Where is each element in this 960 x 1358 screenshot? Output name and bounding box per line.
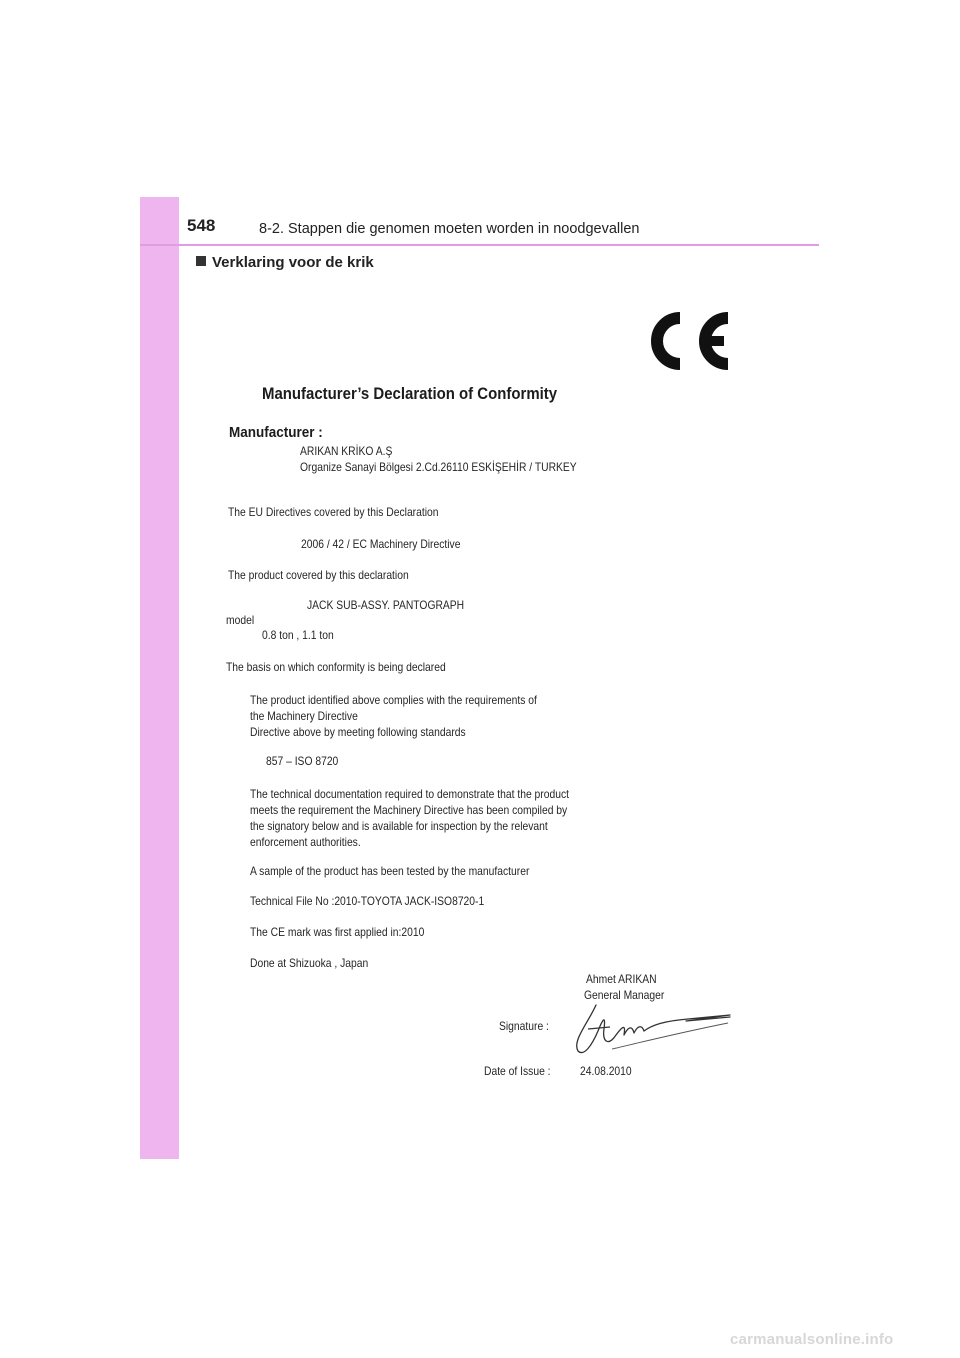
signatory-title: General Manager <box>584 988 665 1002</box>
signatory-name: Ahmet ARIKAN <box>586 972 657 986</box>
basis-label: The basis on which conformity is being declared <box>226 660 446 674</box>
directive-text: 2006 / 42 / EC Machinery Directive <box>301 537 461 551</box>
technical-documentation-statement <box>250 786 569 850</box>
signature-label: Signature : <box>499 1019 549 1033</box>
standard-text: 857 – ISO 8720 <box>266 754 339 768</box>
model-values: 0.8 ton , 1.1 ton <box>262 628 334 642</box>
ce-applied-statement: The CE mark was first applied in:2010 <box>250 925 425 939</box>
manufacturer-name: ARIKAN KRİKO A.Ş <box>300 444 393 458</box>
compliance-line: The product identified above complies with the requirements of <box>250 693 537 707</box>
technical-doc-line: meets the requirement the Machinery Directive has been compiled by <box>250 803 568 817</box>
product-name: JACK SUB-ASSY. PANTOGRAPH <box>307 598 465 612</box>
compliance-line: Directive above by meeting following standards <box>250 725 466 739</box>
date-label: Date of Issue : <box>484 1064 551 1078</box>
sample-statement: A sample of the product has been tested by the manufacturer <box>250 864 530 878</box>
page-number: 548 <box>187 216 216 235</box>
ce-mark-icon <box>640 306 732 376</box>
manufacturer-address: Organize Sanayi Bölgesi 2.Cd.26110 ESKİŞEHİR / TURKEY <box>300 460 577 474</box>
technical-doc-line: the signatory below and is available for inspection by the relevant <box>250 819 548 833</box>
done-at-statement: Done at Shizuoka , Japan <box>250 956 369 970</box>
technical-doc-line: enforcement authorities. <box>250 835 361 849</box>
compliance-statement <box>250 692 537 740</box>
date-value: 24.08.2010 <box>580 1064 632 1078</box>
section-heading-text: Verklaring voor de krik <box>212 254 374 271</box>
declaration-title: Manufacturer’s Declaration of Conformity <box>262 384 558 403</box>
product-label: The product covered by this declaration <box>228 568 409 582</box>
handwritten-signature-icon <box>568 995 736 1059</box>
manufacturer-label: Manufacturer : <box>229 424 323 441</box>
chapter-title: 8-2. Stappen die genomen moeten worden in noodgevallen <box>259 221 640 237</box>
compliance-line: the Machinery Directive <box>250 709 358 723</box>
technical-doc-line: The technical documentation required to demonstrate that the product <box>250 787 569 801</box>
model-label: model <box>226 613 255 627</box>
footer-watermark: carmanualsonline.info <box>730 1331 894 1348</box>
directives-label: The EU Directives covered by this Declaration <box>228 505 439 519</box>
technical-file-number: Technical File No :2010-TOYOTA JACK-ISO8720-1 <box>250 894 485 908</box>
